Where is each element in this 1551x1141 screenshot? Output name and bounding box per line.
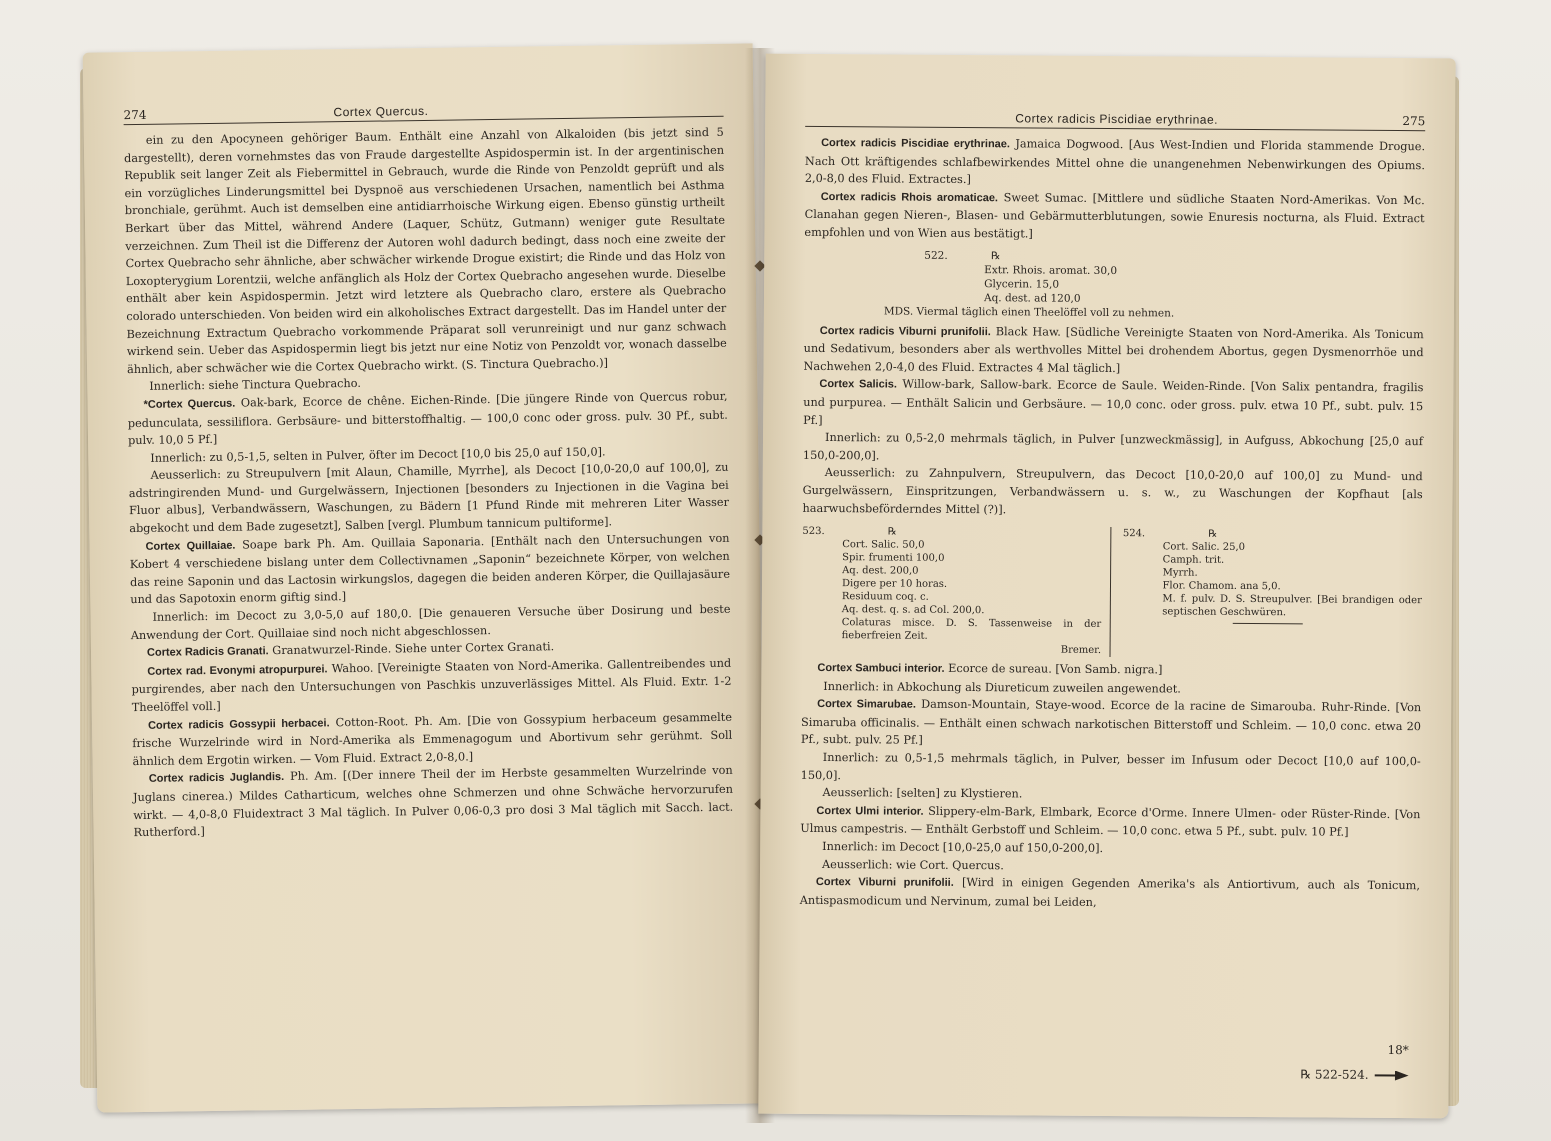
entry-paragraph	[127, 388, 728, 450]
rx-line: Extr. Rhois. aromat. 30,0	[984, 263, 1118, 277]
pointing-hand-icon	[1375, 1070, 1409, 1080]
rx-line: Camph. trit.	[1162, 554, 1225, 566]
entry-heading: Cortex Ulmi interior.	[816, 804, 924, 818]
catchword-text: ℞ 522-524.	[1300, 1067, 1369, 1082]
rx-number: 524.	[1122, 528, 1146, 540]
prescription-523	[802, 525, 1111, 657]
prescription-524	[1110, 527, 1422, 659]
open-book	[40, 48, 1520, 1133]
entry-text: Oak-bark, Ecorce de chêne. Eichen-Rinde. [Die jüngere Rinde von Quercus robur, pedunculata, sessiliflora. Gerbsäure- und bitterstoffhaltig. — 100,0 conc oder gross. pulv. 30 Pf., subt. pulv. 10,0 5 Pf.]	[127, 389, 728, 448]
entry-heading: Cortex Viburni prunifolii.	[815, 876, 954, 890]
entry-heading: Cortex radicis Rhois aromaticae.	[820, 190, 999, 205]
right-page-body	[800, 134, 1425, 914]
entry-paragraph	[800, 873, 1420, 914]
entry-paragraph	[131, 655, 732, 717]
rx-lines	[1122, 540, 1422, 620]
entry-paragraph	[804, 188, 1424, 246]
entry-heading: Cortex radicis Viburni prunifolii.	[819, 324, 991, 338]
prescriptions-523-524	[802, 525, 1423, 659]
entry-paragraph	[129, 529, 730, 609]
entries-a	[804, 134, 1425, 246]
left-running-head	[123, 94, 723, 125]
divider	[1232, 623, 1302, 624]
entry-text: Cotton-Root. Ph. Am. [Die von Gossypium herbaceum gesammelte frische Wurzelrinde wird in Nord-Amerika als Emmenagogum und Abortivum sehr gerühmt. Soll ähnlich dem Ergotin wirken. — Vom Fluid. Extract 2,0-8,0.]	[132, 710, 733, 768]
entry-paragraph	[132, 708, 733, 770]
entry-text: Innerlich: zu 0,5-2,0 mehrmals täglich, in Pulver [unzweckmässig], in Aufguss, Abkochung [25,0 auf 150,0-200,0].	[802, 431, 1424, 463]
entry-text: Aeusserlich: [selten] zu Klystieren.	[822, 786, 1023, 801]
entry-heading: Cortex Simarubae.	[817, 698, 917, 711]
entry-text: Ph. Am. [(Der innere Theil der im Herbste gesammelten Wurzelrinde von Juglans cinerea.) Mildes Catharticum, welches ohne Schmerzen und ohne Schwäche hervorzurufen wirkt. — 4,0-8,0 Fluidextract 3 Mal täglich. In Pulver 0,06-0,3 pro dosi 3 Mal täglich mit Sacch. lact. Rutherford.]	[132, 764, 734, 840]
rx-line: Residuum coq. c.	[841, 591, 929, 603]
entry-text: Granatwurzel-Rinde. Siehe unter Cortex Granati.	[272, 640, 555, 658]
entry-text: Aeusserlich: wie Cort. Quercus.	[822, 857, 1004, 872]
right-header-title: Cortex radicis Piscidiae erythrinae.	[1015, 111, 1219, 127]
entry-text: Wahoo. [Vereinigte Staaten von Nord-Amerika. Gallentreibendes und purgirendes, aber nach den Untersuchungen von Paschkis unzuverlässiges Mittel. Als Fluid. Extr. 1-2 Theelöffel voll.]	[131, 656, 732, 715]
entry-text: Willow-bark, Sallow-bark. Ecorce de Saule. Weiden-Rinde. [Von Salix pentandra, fragilis und purpurea. — Enthält Salicin und Gerbsäure. — 10,0 conc. oder gross. pulv. etwa 10 Pf., subt. pulv. 15 Pf.]	[803, 377, 1424, 427]
entry-paragraph	[805, 134, 1425, 192]
right-running-head	[805, 104, 1425, 131]
rx-line: Flor. Chamom. ana 5,0.	[1162, 580, 1281, 593]
rx-symbol: ℞	[1208, 528, 1218, 540]
entries-b	[802, 321, 1423, 521]
entry-text: Sweet Sumac. [Mittlere und südliche Staaten Nord-Amerikas. Von Mc. Clanahan gegen Nieren-, Blasen- und Gebärmutterblutungen, sowie Enuresis nocturna, als Fluid. Extract empfohlen und von Wien aus bestätigt.]	[804, 191, 1425, 241]
usage-paragraph	[124, 124, 727, 379]
rx-signature: MDS. Viermal täglich einen Theelöffel voll zu nehmen.	[883, 304, 1175, 320]
left-header-title: Cortex Quercus.	[333, 103, 429, 120]
rx-symbol: ℞	[990, 249, 1001, 262]
rx-lines	[802, 538, 1102, 644]
entry-text: Aeusserlich: zu Zahnpulvern, Streupulvern, das Decoct [10,0-20,0 auf 100,0] zu Mund- und Gurgelwässern, Einspritzungen, Verbandwässern u. s. w., zu Waschungen der Kopfhaut [als haarwuchsbeförderndes Mittel (?)].	[802, 466, 1423, 516]
entry-text: Innerlich: im Decoct zu 3,0-5,0 auf 180,0. [Die genaueren Versuche über Dosirung und beste Anwendung der Cort. Quillaiae sind noch nicht abgeschlossen.	[130, 602, 731, 642]
catchword	[1300, 1067, 1408, 1082]
entry-text: Aeusserlich: zu Streupulvern [mit Alaun, Chamille, Myrrhe], als Decoct [10,0-20,0 auf 100,0], zu adstringirenden Mund- und Gurgelwässern, Injectionen [besonders zu Injectionen in die Vagina bei Fluor albus], Verbandwässern, Waschungen, zu Bädern [1 Pfund Rinde mit mehreren Liter Wasser abgekocht und dem Bade zugesetzt], Salben [vergl. Plumbum tannicum pultiforme].	[128, 461, 730, 536]
entry-text: Jamaica Dogwood. [Aus West-Indien und Florida stammende Drogue. Nach Ott kräftigendes schlafbewirkendes Mittel ohne die unangenehmen Nebenwirkungen des Opiums. 2,0-8,0 des Fluid. Extractes.]	[804, 137, 1426, 187]
rx-line: Myrrh.	[1162, 567, 1198, 579]
entry-text: Ecorce de sureau. [Von Samb. nigra.]	[948, 661, 1163, 677]
rx-line: Glycerin. 15,0	[984, 277, 1060, 291]
entry-text: Soape bark Ph. Am. Quillaia Saponaria. [Enthält nach den Untersuchungen von Kobert 4 verschiedene bislang unter dem Collectivnamen „Saponin“ bezeichnete Körper, von welchen das reine Saponin und das Lactosin wirkungslos, dagegen die beiden anderen Körper, die Quillajasäure und das Sapotoxin enorm giftig sind.]	[129, 531, 731, 607]
rx-number: 522.	[924, 249, 948, 262]
entry-paragraph	[133, 762, 734, 842]
entries-c	[800, 659, 1422, 914]
rx-symbol: ℞	[887, 526, 897, 538]
rx-author: Bremer.	[1060, 644, 1102, 657]
entry-paragraph	[803, 375, 1423, 433]
entry-text: Innerlich: siehe Tinctura Quebracho.	[149, 377, 362, 394]
entry-heading: Cortex rad. Evonymi atropurpurei.	[147, 663, 328, 678]
entry-heading: Cortex radicis Juglandis.	[148, 771, 285, 786]
left-page	[83, 43, 768, 1112]
entry-text: ein zu den Apocyneen gehöriger Baum. Enthält eine Anzahl von Alkaloiden (bis jetzt sind 5 dargestellt), deren vornehmstes das von Fraude dargestellte Aspidospermin ist. In der argentinischen Republik seit langer Zeit als Fiebermittel in Gebrauch, wurde die Rinde von Penzoldt geprüft und als ein vorzügliches Linderungsmittel bei Dyspnoë aus verschiedenen Ursachen, namentlich bei Asthma bronchiale, gerühmt. Auch ist demselben eine antidiarrhoische Wirkung eigen. Ebenso günstig urtheilt Berkart über das Mittel, während Andere (Laquer, Schütz, Gutmann) weniger gute Resultate verzeichnen. Zum Theil ist die Differenz der Autoren wohl dadurch bedingt, dass noch eine zweite der Cortex Quebracho sehr ähnliche, aber schwächer wirkende Drogue existirt; die Rinde und das Holz von Loxopterygium Lorentzii, welche anfänglich als Holz der Cortex Quebracho angesehen wurde. Dieselbe enthält aber kein Aspidospermin. Jetzt wird letztere als Quebracho claro, erstere als Quebracho colorado unterschieden. Von beiden wird ein alkoholisches Extract dargestellt. Das im Handel unter der Bezeichnung Extractum Quebracho vorkommende Präparat soll verunreinigt und nur ganz schwach wirkend sein. Ueber das Aspidospermin liegt bis jetzt nur eine Notiz von Penzoldt vor, wonach dasselbe ähnlich, aber schwächer wie die Cortex Quebracho wirkt. (S. Tinctura Quebracho.)]	[124, 125, 727, 376]
entry-heading: Cortex radicis Piscidiae erythrinae.	[821, 136, 1011, 151]
usage-paragraph	[801, 749, 1421, 789]
right-page	[758, 54, 1455, 1119]
usage-paragraph	[128, 459, 729, 538]
rx-line: Spir. frumenti 100,0	[842, 552, 945, 564]
entry-text: Slippery-elm-Bark, Elmbark, Ecorce d'Orme. Innere Ulmen- oder Rüster-Rinde. [Von Ulmus campestris. — Enthält Gerbstoff und Schleim. — 10,0 conc. etwa 5 Pf., subt. pulv. 10 Pf.]	[800, 804, 1421, 840]
right-page-number: 275	[1402, 114, 1426, 129]
entry-heading: Cortex Radicis Granati.	[146, 645, 269, 660]
entry-paragraph	[800, 802, 1420, 843]
entry-heading: Cortex Salicis.	[819, 378, 898, 391]
entry-text: Damson-Mountain, Staye-wood. Ecorce de la racine de Simarouba. Ruhr-Rinde. [Von Simaruba officinalis. — Enthält einen schwach narkotischen Bitterstoff und Schleim. — 10,0 conc. etwa 20 Pf., subt. pulv. 25 Pf.]	[800, 697, 1422, 748]
rx-line: M. f. pulv. D. S. Streupulver. [Bei brandigen oder septischen Geschwüren.	[1162, 593, 1422, 619]
rx-line: Cort. Salic. 50,0	[842, 539, 925, 551]
rx-line: Colaturas misce. D. S. Tassenweise in der fieberfreien Zeit.	[841, 617, 1102, 642]
entry-text: [Wird in einigen Gegenden Amerika's als Antiortivum, auch als Tonicum, Antispasmodicum und Nervinum, zumal bei Leiden,	[799, 876, 1420, 909]
rx-lines	[984, 263, 1424, 308]
rx-line: Cort. Salic. 25,0	[1162, 541, 1246, 554]
usage-paragraph	[802, 464, 1422, 521]
left-page-number: 274	[123, 107, 147, 123]
entry-text: Innerlich: in Abkochung als Diureticum zuweilen angewendet.	[823, 679, 1181, 696]
usage-paragraph	[803, 429, 1423, 469]
entry-paragraph	[801, 695, 1421, 753]
entry-paragraph	[803, 321, 1423, 379]
entry-heading: Cortex Quillaiae.	[145, 539, 236, 553]
entry-text: Innerlich: zu 0,5-1,5, selten in Pulver, öfter im Decoct [10,0 bis 25,0 auf 150,0].	[150, 445, 606, 465]
rx-line: Aq. dest. ad 120,0	[983, 291, 1081, 305]
rx-line: Aq. dest. 200,0	[842, 565, 919, 577]
entry-heading: *Cortex Quercus.	[143, 397, 236, 411]
prescription-522	[883, 248, 1424, 321]
rx-line: Aq. dest. q. s. ad Col. 200,0.	[841, 604, 985, 617]
entry-text: Black Haw. [Südliche Vereinigte Staaten von Nord-Amerika. Als Tonicum und Sedativum, besonders aber als werthvolles Mittel bei drohendem Abortus, gegen Dysmenorrhöe und Nachwehen 2,0-4,0 des Fluid. Extractes 4 Mal täglich.]	[803, 324, 1424, 375]
signature-mark: 18*	[1387, 1042, 1409, 1058]
entry-heading: Cortex radicis Gossypii herbacei.	[147, 716, 330, 732]
rx-number: 523.	[802, 525, 825, 538]
left-page-body	[124, 124, 734, 842]
entry-text: Innerlich: zu 0,5-1,5 mehrmals täglich, in Pulver, besser im Infusum oder Decoct [10,0 auf 100,0-150,0].	[800, 751, 1421, 782]
entry-text: Innerlich: im Decoct [10,0-25,0 auf 150,0-200,0].	[822, 840, 1104, 856]
entry-heading: Cortex Sambuci interior.	[817, 662, 945, 675]
rx-line: Digere per 10 horas.	[841, 578, 948, 590]
